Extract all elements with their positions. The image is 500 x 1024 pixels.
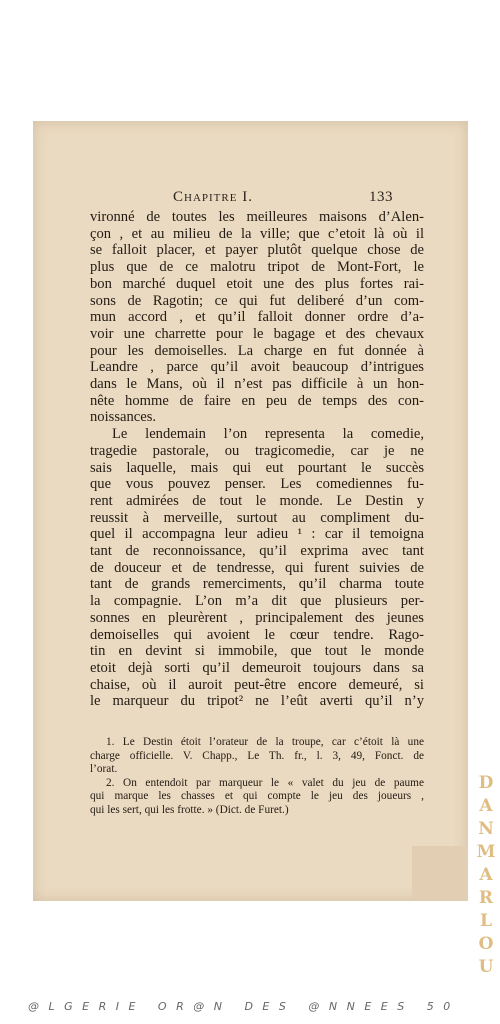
text-line: vironné de toutes les meilleures maisons d’Alen- bbox=[90, 209, 424, 225]
watermark-letter: O bbox=[478, 934, 494, 954]
bottom-watermark: @LGERIE OR@N DES @NNEES 50 bbox=[28, 1000, 460, 1013]
watermark-letter: R bbox=[478, 888, 494, 908]
text-line: de douceur et de tendresse, qui furent suivies de bbox=[90, 559, 424, 576]
book-page bbox=[33, 121, 468, 901]
footnote-line: qui les sert, qui les frotte. » (Dict. de Furet.) bbox=[90, 803, 289, 816]
text-line: reussit à merveille, surtout au compliment du- bbox=[90, 509, 424, 526]
text-line: que vous pouvez penser. Les comediennes fu- bbox=[90, 476, 424, 493]
text-line: sonnes en pleurèrent , principalement des jeunes bbox=[90, 609, 424, 626]
watermark-letter: N bbox=[478, 819, 494, 839]
text-line: la compagnie. L’on m’a dit que plusieurs per- bbox=[90, 593, 424, 610]
page-header bbox=[173, 189, 393, 206]
text-line: noissances. bbox=[90, 409, 157, 426]
text-line: pour les demoiselles. La charge en fut donnée à bbox=[90, 342, 424, 359]
watermark-letter: D bbox=[478, 773, 494, 793]
footnote-line: charge officielle. V. Chapp., Le Th. fr., l. 3, 49, Fonct. de bbox=[90, 749, 424, 762]
text-line: dans le Mans, où il n’est pas difficile à un hon- bbox=[90, 376, 424, 393]
footnote-line: 2. On entendoit par marqueur le « valet du jeu de paume bbox=[106, 776, 424, 789]
text-line: rent admirées de tout le monde. Le Destin y bbox=[90, 492, 424, 509]
text-line: çon , et au milieu de la ville; que c’etoit là où il bbox=[90, 225, 424, 242]
text-line: tragedie pastorale, ou tragicomedie, car je ne bbox=[90, 442, 424, 459]
watermark-letter: A bbox=[479, 865, 493, 885]
footnote-line: 1. Le Destin étoit l’orateur de la troupe, car c’étoit là une bbox=[106, 736, 424, 748]
vertical-watermark bbox=[474, 772, 498, 979]
text-line: se falloit placer, et payer plutôt quelque chose de bbox=[90, 242, 424, 259]
footnotes bbox=[90, 736, 424, 818]
page-number: 133 bbox=[369, 189, 393, 205]
text-line: voir une charrette pour le bagage et des chevaux bbox=[90, 325, 424, 342]
text-line: le marqueur du tripot² ne l’eût averti qu’il n’y bbox=[90, 693, 424, 710]
text-line: etoit dejà sorti qu’il demeuroit toujours dans sa bbox=[90, 659, 424, 676]
text-line: sons de Ragotin; ce qui fut deliberé d’un com- bbox=[90, 292, 424, 309]
watermark-letter: U bbox=[478, 957, 494, 977]
text-line: Le lendemain l’on representa la comedie, bbox=[112, 426, 424, 443]
text-line: tin en devint si immobile, que tout le monde bbox=[90, 643, 424, 660]
text-line: sais laquelle, mais qui eut pourtant le succès bbox=[90, 459, 424, 476]
text-line: mun accord , et qu’il falloit donner ordre d’a- bbox=[90, 309, 424, 326]
text-line: nête homme de faire en peu de temps des con- bbox=[90, 392, 424, 409]
footnote-line: l’orat. bbox=[90, 763, 118, 776]
watermark-letter: A bbox=[479, 796, 493, 816]
text-line: quel il accompagna leur adieu ¹ : car il temoigna bbox=[90, 526, 424, 543]
body-text bbox=[90, 209, 424, 710]
text-line: demoiselles qui avoient le cœur tendre. Rago- bbox=[90, 626, 424, 643]
text-line: bon marché duquel etoit une des plus fortes rai- bbox=[90, 275, 424, 292]
chapter-title: Chapitre I. bbox=[173, 189, 253, 205]
text-line: tant de reconnoissance, qu’il exprima avec tant bbox=[90, 543, 424, 560]
text-line: tant de grands remerciments, qu’il charma toute bbox=[90, 576, 424, 593]
text-line: chaise, où il auroit peut-être encore demeuré, si bbox=[90, 676, 424, 693]
footnote-line: qui marque les chasses et qui compte le jeu des joueurs , bbox=[90, 790, 424, 803]
watermark-letter: L bbox=[480, 911, 492, 931]
text-line: Leandre , parce qu’il avoit beaucoup d’intrigues bbox=[90, 359, 424, 376]
page-corner-shadow bbox=[412, 846, 468, 901]
text-line: plus que de ce malotru tripot de Mont-Fort, le bbox=[90, 259, 424, 276]
watermark-letter: M bbox=[476, 842, 496, 862]
